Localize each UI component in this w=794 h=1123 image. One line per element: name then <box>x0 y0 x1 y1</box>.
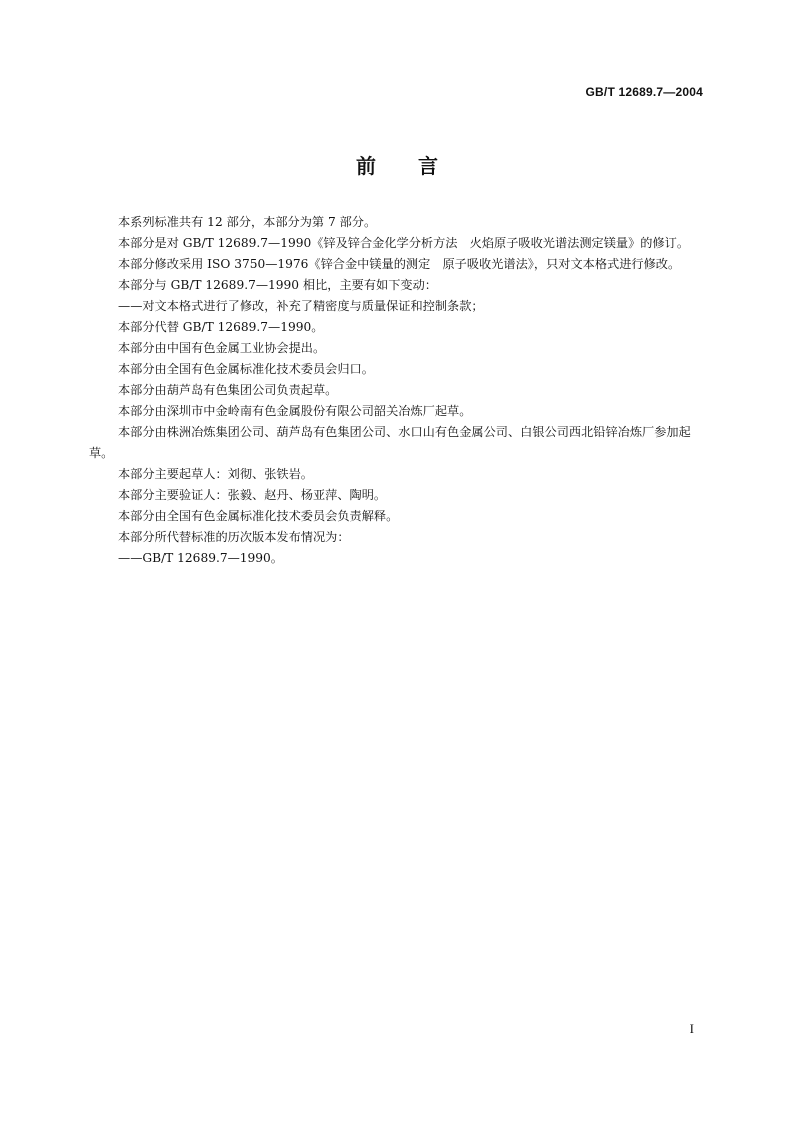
paragraph-iso-adoption: 本部分修改采用 ISO 3750—1976《锌合金中镁量的测定 原子吸收光谱法》，只对文本格式进行修改。 <box>118 257 681 271</box>
paragraph-main-drafters: 本部分主要起草人：刘彻、张铁岩。 <box>118 467 313 481</box>
paragraph-changes-intro: 本部分与 GB/T 12689.7—1990 相比，主要有如下变动： <box>118 278 437 292</box>
page-title: 前言 <box>356 154 480 178</box>
paragraph-revision-of: 本部分是对 GB/T 12689.7—1990《锌及锌合金化学分析方法 火焰原子吸收光谱法测定镁量》的修订。 <box>118 236 690 250</box>
paragraph-series-count: 本系列标准共有 12 部分，本部分为第 7 部分。 <box>118 215 377 229</box>
paragraph-proposed-by: 本部分由中国有色金属工业协会提出。 <box>118 341 326 355</box>
page-number: I <box>689 1021 694 1036</box>
paragraph-interpretation: 本部分由全国有色金属标准化技术委员会负责解释。 <box>118 509 399 523</box>
standard-number: GB/T 12689.7—2004 <box>585 85 703 99</box>
foreword-body <box>89 212 703 569</box>
paragraph-drafted-by-shenzhen: 本部分由深圳市中金岭南有色金属股份有限公司韶关冶炼厂起草。 <box>118 404 472 418</box>
paragraph-previous-version: ——GB/T 12689.7—1990。 <box>118 551 283 565</box>
paragraph-replaces: 本部分代替 GB/T 12689.7—1990。 <box>118 320 324 334</box>
paragraph-change-item: ——对文本格式进行了修改，补充了精密度与质量保证和控制条款； <box>118 299 484 313</box>
paragraph-participants: 本部分由株洲冶炼集团公司、葫芦岛有色集团公司、水口山有色金属公司、白银公司西北铅锌冶炼厂参加起草。 <box>89 425 691 460</box>
paragraph-centralized-by: 本部分由全国有色金属标准化技术委员会归口。 <box>118 362 374 376</box>
paragraph-version-history: 本部分所代替标准的历次版本发布情况为： <box>118 530 350 544</box>
paragraph-drafted-by: 本部分由葫芦岛有色集团公司负责起草。 <box>118 383 338 397</box>
paragraph-main-verifiers: 本部分主要验证人：张毅、赵丹、杨亚萍、陶明。 <box>118 488 387 502</box>
